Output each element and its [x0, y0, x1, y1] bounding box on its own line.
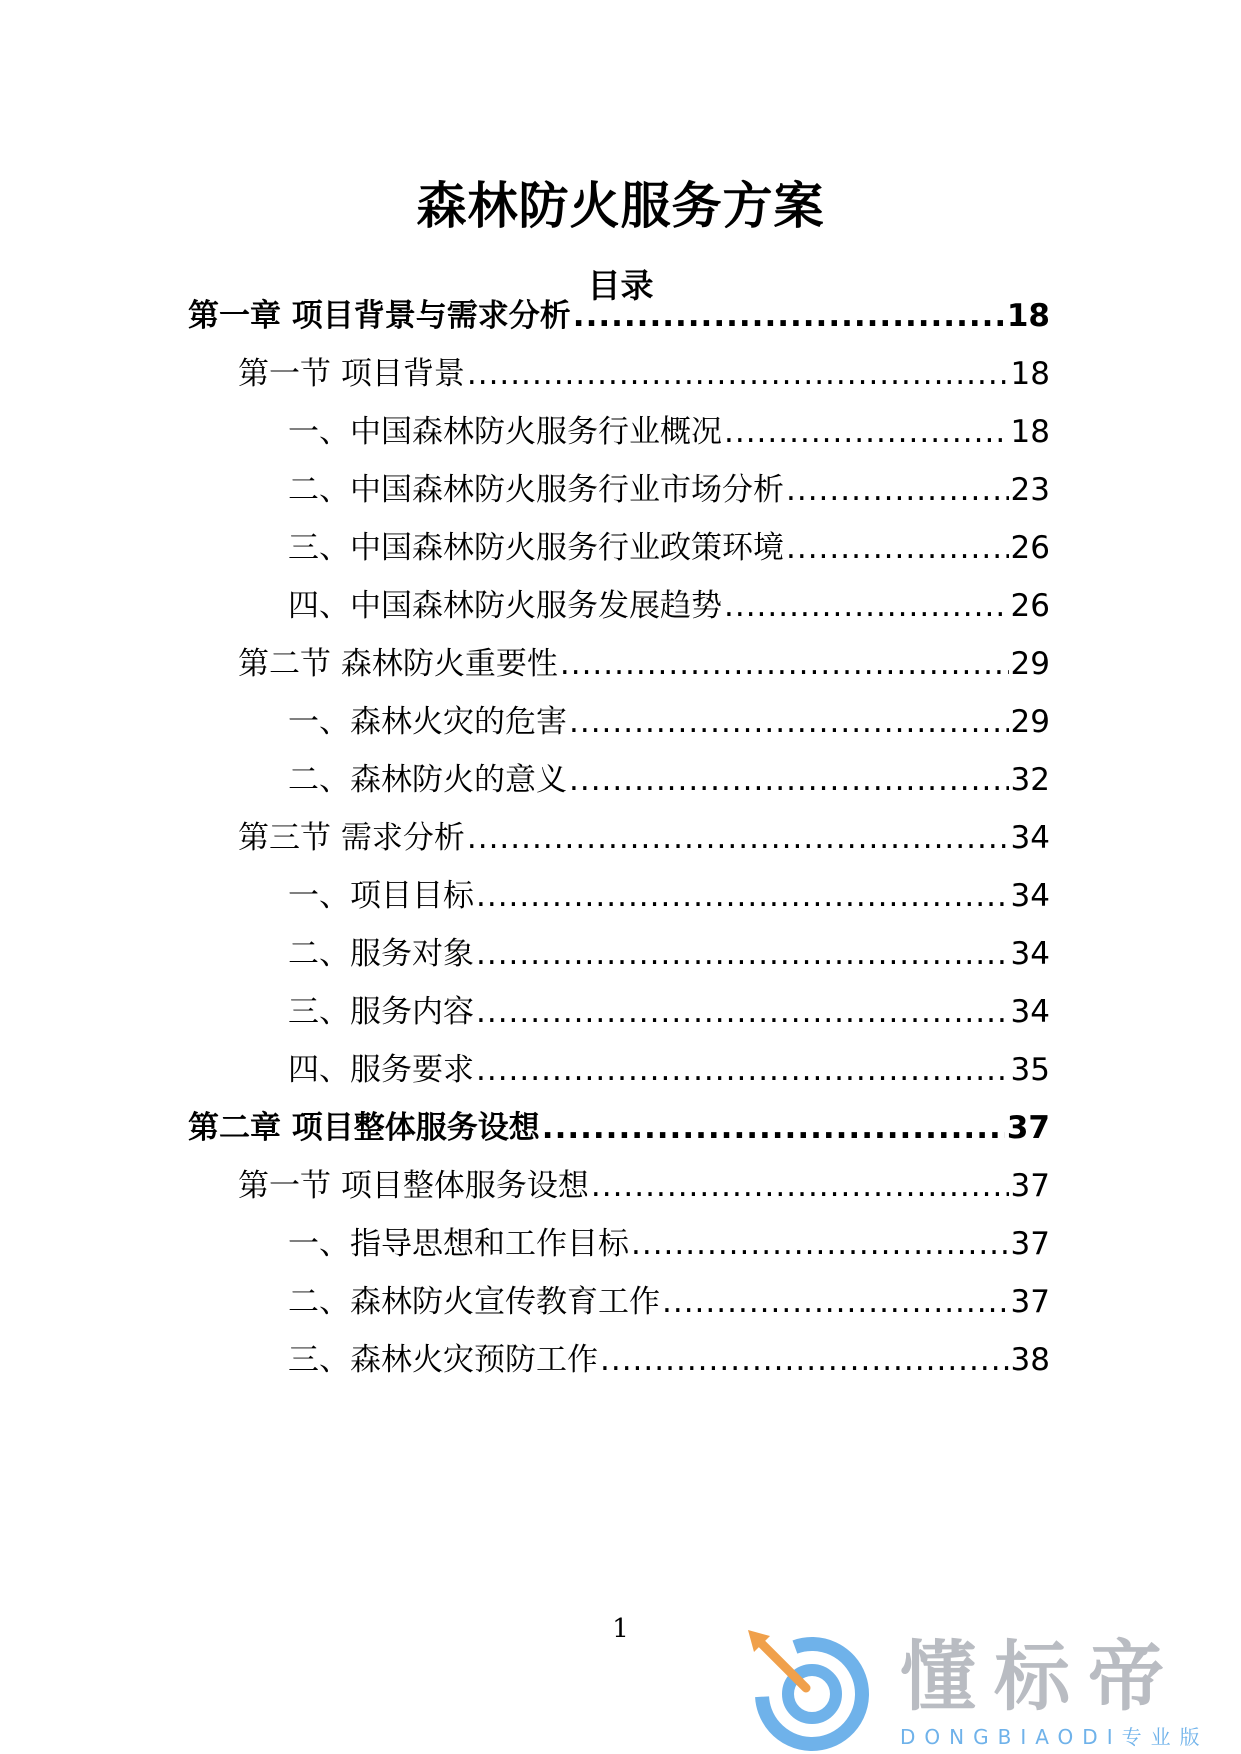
- toc-entry-page: 34: [1010, 936, 1050, 972]
- toc-entry-page: 37: [1010, 1168, 1050, 1204]
- toc-entry-label: 第二节 森林防火重要性: [238, 646, 558, 682]
- toc-entry[interactable]: [238, 813, 1050, 863]
- toc-entry-label: 一、中国森林防火服务行业概况: [288, 414, 722, 450]
- toc-entry[interactable]: [288, 755, 1050, 805]
- toc-entry[interactable]: [238, 349, 1050, 399]
- toc-entry-label: 一、指导思想和工作目标: [288, 1226, 629, 1262]
- toc-entry-page: 37: [1010, 1284, 1050, 1320]
- toc-entry-page: 37: [1006, 1110, 1050, 1146]
- toc-entry-label: 四、中国森林防火服务发展趋势: [288, 588, 722, 624]
- toc-leader-dots: [476, 929, 1009, 979]
- watermark-subtitle: DONGBIAODI专业版: [900, 1725, 1209, 1749]
- toc-heading: 目录: [587, 266, 654, 305]
- toc-leader-dots: [786, 465, 1009, 515]
- toc-entry[interactable]: [288, 871, 1050, 921]
- toc-entry-page: 26: [1010, 530, 1050, 566]
- toc-leader-dots: [560, 639, 1009, 689]
- toc-entry[interactable]: [188, 291, 1050, 341]
- page-number: 1: [612, 1614, 629, 1644]
- toc-entry-page: 38: [1010, 1342, 1050, 1378]
- toc-entry[interactable]: [288, 1335, 1050, 1385]
- toc-entry-label: 一、项目目标: [288, 878, 474, 914]
- toc-entry-page: 34: [1010, 994, 1050, 1030]
- toc-entry-label: 二、森林防火宣传教育工作: [288, 1284, 660, 1320]
- toc-entry-label: 第三节 需求分析: [238, 820, 465, 856]
- toc-entry[interactable]: [188, 1103, 1050, 1153]
- toc-leader-dots: [724, 581, 1009, 631]
- toc-leader-dots: [476, 987, 1009, 1037]
- toc-entry-page: 29: [1010, 646, 1050, 682]
- toc-leader-dots: [467, 349, 1009, 399]
- toc-entry[interactable]: [288, 697, 1050, 747]
- toc-entry-label: 三、中国森林防火服务行业政策环境: [288, 530, 784, 566]
- toc-entry[interactable]: [288, 987, 1050, 1037]
- watermark-brand: 懂标帝: [900, 1632, 1182, 1721]
- toc-entry-page: 18: [1010, 356, 1050, 392]
- toc-entry[interactable]: [288, 407, 1050, 457]
- toc-entry-page: 23: [1010, 472, 1050, 508]
- toc-leader-dots: [600, 1335, 1009, 1385]
- toc-entry-label: 三、服务内容: [288, 994, 474, 1030]
- document-title: 森林防火服务方案: [416, 177, 825, 235]
- toc-entry-label: 第一章 项目背景与需求分析: [188, 298, 571, 334]
- toc-leader-dots: [591, 1161, 1009, 1211]
- target-arrow-icon: [740, 1622, 880, 1754]
- toc-entry[interactable]: [288, 1219, 1050, 1269]
- toc-entry-label: 一、森林火灾的危害: [288, 704, 567, 740]
- toc-entry-page: 18: [1006, 298, 1050, 334]
- toc-entry[interactable]: [238, 639, 1050, 689]
- toc-entry-page: 26: [1010, 588, 1050, 624]
- toc-entry[interactable]: [238, 1161, 1050, 1211]
- toc-entry-label: 二、森林防火的意义: [288, 762, 567, 798]
- toc-entry-page: 32: [1010, 762, 1050, 798]
- toc-entry-label: 第一节 项目整体服务设想: [238, 1168, 589, 1204]
- toc-entry[interactable]: [288, 523, 1050, 573]
- toc-leader-dots: [542, 1103, 1005, 1153]
- toc-leader-dots: [569, 755, 1009, 805]
- toc-entry[interactable]: [288, 1277, 1050, 1327]
- toc-leader-dots: [631, 1219, 1009, 1269]
- toc-entry-label: 三、森林火灾预防工作: [288, 1342, 598, 1378]
- toc-leader-dots: [476, 871, 1009, 921]
- toc-leader-dots: [662, 1277, 1009, 1327]
- toc-leader-dots: [569, 697, 1009, 747]
- toc-entry-page: 37: [1010, 1226, 1050, 1262]
- toc-leader-dots: [573, 291, 1005, 341]
- toc-entry[interactable]: [288, 1045, 1050, 1095]
- toc-entry-page: 34: [1010, 878, 1050, 914]
- toc-entry-page: 29: [1010, 704, 1050, 740]
- toc-entry-label: 第一节 项目背景: [238, 356, 465, 392]
- toc-entry-page: 35: [1010, 1052, 1050, 1088]
- toc-entry-label: 二、服务对象: [288, 936, 474, 972]
- toc-leader-dots: [476, 1045, 1009, 1095]
- toc-entry-label: 四、服务要求: [288, 1052, 474, 1088]
- toc-entry[interactable]: [288, 929, 1050, 979]
- toc-entry[interactable]: [288, 465, 1050, 515]
- toc-leader-dots: [786, 523, 1009, 573]
- toc-entry[interactable]: [288, 581, 1050, 631]
- toc-entry-label: 二、中国森林防火服务行业市场分析: [288, 472, 784, 508]
- toc-entry-page: 34: [1010, 820, 1050, 856]
- watermark: [740, 1622, 1220, 1754]
- toc-leader-dots: [724, 407, 1009, 457]
- toc-entry-page: 18: [1010, 414, 1050, 450]
- toc-entry-label: 第二章 项目整体服务设想: [188, 1110, 540, 1146]
- toc-leader-dots: [467, 813, 1009, 863]
